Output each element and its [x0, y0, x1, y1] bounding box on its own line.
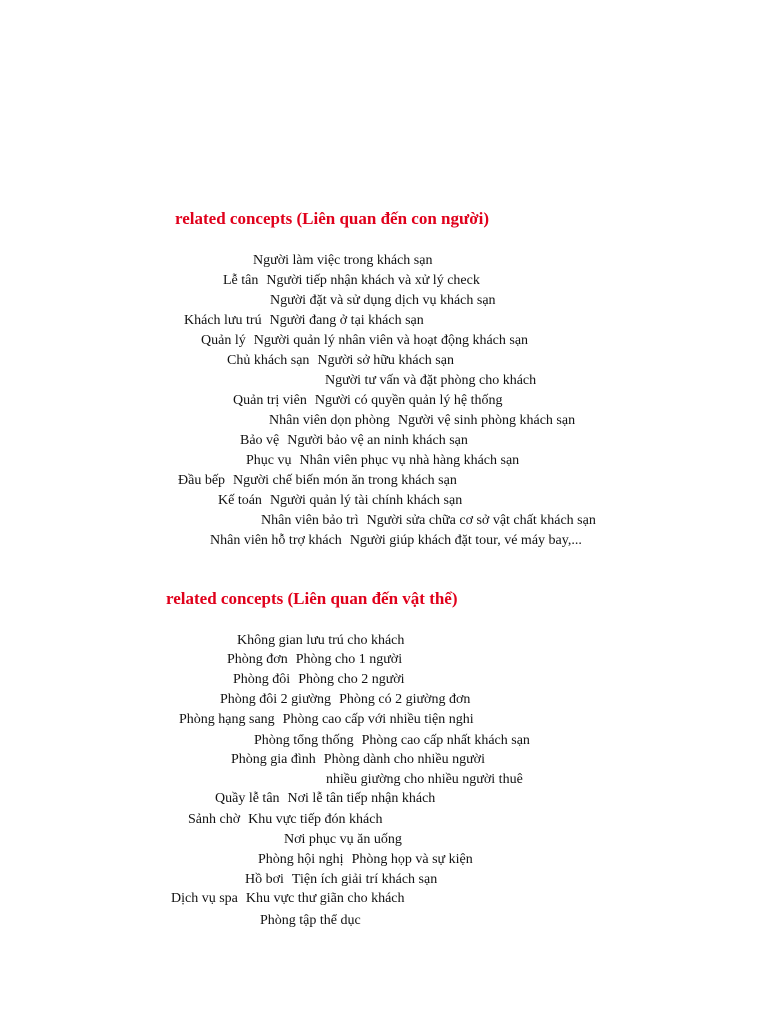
concept-line: [326, 771, 523, 789]
concept-line: [284, 831, 402, 849]
concept-term: Quản lý: [201, 333, 246, 348]
concept-definition: Nơi phục vụ ăn uống: [284, 832, 402, 847]
concept-line: [179, 711, 474, 729]
concept-line: [270, 292, 496, 310]
concept-line: [260, 912, 361, 930]
concept-definition: Người đặt và sử dụng dịch vụ khách sạn: [270, 293, 496, 308]
concept-line: [233, 392, 503, 410]
concept-definition: Người vệ sinh phòng khách sạn: [397, 413, 576, 428]
concept-term: Phục vụ: [246, 453, 292, 468]
concept-definition: Người sở hữu khách sạn: [317, 353, 454, 368]
concept-definition: Người sửa chữa cơ sở vật chất khách sạn: [366, 513, 596, 528]
concept-definition: Người tư vấn và đặt phòng cho khách: [325, 373, 537, 388]
concept-term: Phòng đôi 2 giường: [220, 692, 332, 707]
concept-line: [261, 512, 596, 530]
concept-definition: Người làm việc trong khách sạn: [253, 253, 433, 268]
concept-line: [254, 732, 530, 750]
concept-definition: Người đang ở tại khách sạn: [269, 313, 424, 328]
concept-definition: Phòng tập thể dục: [260, 913, 361, 928]
concept-line: [240, 432, 468, 450]
concept-term: Đầu bếp: [178, 473, 226, 488]
concept-term: Phòng hạng sang: [179, 712, 275, 727]
concept-line: [188, 811, 382, 829]
concept-line: [201, 332, 528, 350]
concept-line: [227, 352, 454, 370]
concept-definition: Người giúp khách đặt tour, vé máy bay,...: [349, 533, 582, 548]
concept-definition: Người quản lý nhân viên và hoạt động khách sạn: [253, 333, 529, 348]
concept-definition: Khu vực tiếp đón khách: [248, 812, 383, 827]
concept-term: Nhân viên dọn phòng: [269, 413, 390, 428]
concept-line: [220, 691, 470, 709]
concept-definition: Người bảo vệ an ninh khách sạn: [287, 433, 468, 448]
concept-term: Phòng tổng thống: [254, 733, 354, 748]
concept-definition: Phòng cho 1 người: [295, 652, 403, 667]
concept-term: Hồ bơi: [245, 872, 284, 887]
concept-line: [258, 851, 473, 869]
concept-definition: Phòng dành cho nhiều người: [323, 752, 485, 767]
concept-line: [237, 632, 404, 650]
concept-line: [178, 472, 457, 490]
concept-term: Khách lưu trú: [184, 313, 262, 328]
concept-term: Phòng hội nghị: [258, 852, 344, 867]
concept-line: [246, 452, 519, 470]
concept-definition: Nơi lễ tân tiếp nhận khách: [287, 791, 436, 806]
concept-term: Phòng đơn: [227, 652, 288, 667]
concept-line: [231, 751, 485, 769]
concept-term: Phòng gia đình: [231, 752, 316, 767]
concept-line: [215, 790, 435, 808]
concept-term: Nhân viên bảo trì: [261, 513, 359, 528]
concept-term: Quầy lễ tân: [215, 791, 280, 806]
concept-term: Lễ tân: [223, 273, 259, 288]
concept-term: Sảnh chờ: [188, 812, 241, 827]
concept-definition: nhiều giường cho nhiều người thuê: [326, 772, 523, 787]
concept-definition: Người chế biến món ăn trong khách sạn: [233, 473, 457, 488]
concept-definition: Phòng cao cấp với nhiều tiện nghi: [282, 712, 474, 727]
section-heading-objects: related concepts (Liên quan đến vật thể): [166, 589, 458, 608]
concept-line: [223, 272, 480, 290]
concept-definition: Người quản lý tài chính khách sạn: [269, 493, 463, 508]
concept-definition: Khu vực thư giãn cho khách: [245, 891, 405, 906]
concept-line: [218, 492, 462, 510]
concept-term: Nhân viên hỗ trợ khách: [210, 533, 342, 548]
concept-definition: Nhân viên phục vụ nhà hàng khách sạn: [299, 453, 520, 468]
concept-definition: Người tiếp nhận khách và xử lý check: [266, 273, 480, 288]
concept-line: [253, 252, 432, 270]
concept-definition: Phòng có 2 giường đơn: [339, 692, 471, 707]
concept-definition: Không gian lưu trú cho khách: [237, 633, 405, 648]
concept-definition: Tiện ích giải trí khách sạn: [291, 872, 438, 887]
concept-definition: Phòng họp và sự kiện: [351, 852, 473, 867]
concept-line: [184, 312, 424, 330]
concept-line: [227, 651, 402, 669]
concept-term: Kế toán: [218, 493, 262, 508]
section-heading-people: related concepts (Liên quan đến con người): [175, 209, 489, 228]
concept-line: [171, 890, 405, 908]
concept-term: Dịch vụ spa: [171, 891, 238, 906]
concept-line: [325, 372, 536, 390]
concept-term: Bảo vệ: [240, 433, 280, 448]
concept-line: [269, 412, 575, 430]
concept-line: [210, 532, 582, 550]
concept-term: Quản trị viên: [233, 393, 307, 408]
concept-definition: Phòng cao cấp nhất khách sạn: [361, 733, 530, 748]
concept-term: Chủ khách sạn: [227, 353, 310, 368]
concept-line: [233, 671, 405, 689]
concept-term: Phòng đôi: [233, 672, 291, 687]
concept-definition: Người có quyền quản lý hệ thống: [314, 393, 503, 408]
concept-line: [245, 871, 437, 889]
concept-definition: Phòng cho 2 người: [298, 672, 405, 687]
